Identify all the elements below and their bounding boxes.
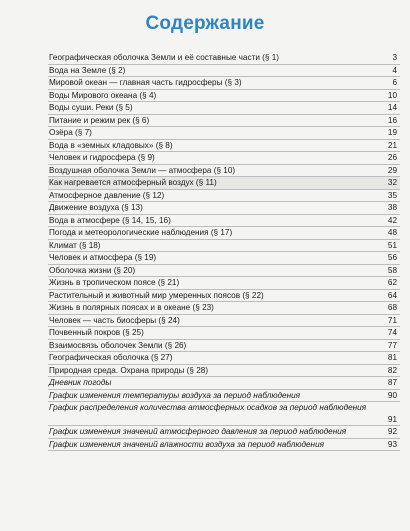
toc-entry-title: Дневник погоды [49, 378, 112, 387]
toc-entry-page: 10 [387, 90, 397, 100]
toc-entry-page: 58 [387, 265, 397, 275]
toc-entry [48, 190, 400, 203]
toc-entry-page: 26 [387, 153, 397, 162]
toc-entry-page: 32 [387, 178, 397, 187]
toc-entry-page: 64 [387, 290, 397, 300]
toc-entry-title: Вода в атмосфере (§ 14, 15, 16) [49, 215, 171, 225]
toc-entry [48, 202, 400, 215]
toc-entry [48, 140, 400, 153]
toc-entry [48, 252, 400, 265]
toc-entry [48, 352, 400, 365]
page-title: Содержание [145, 13, 265, 34]
toc-entry [48, 402, 400, 426]
toc-entry-page: 38 [387, 203, 397, 212]
toc-entry [48, 52, 400, 65]
toc-entry-title: Взаимосвязь оболочек Земли (§ 26) [49, 340, 187, 350]
toc-entry [48, 102, 400, 115]
toc-entry-title: График изменения температуры воздуха за период наблюдения [49, 390, 301, 400]
toc-entry-title: Почвенный покров (§ 25) [49, 328, 144, 337]
toc-entry-page: 74 [387, 328, 397, 337]
toc-entry [48, 439, 400, 452]
toc-entry-page: 68 [387, 303, 397, 312]
toc-entry [48, 152, 400, 165]
toc-entry-title: Человек — часть биосферы (§ 24) [49, 315, 180, 325]
toc-entry [48, 426, 400, 439]
toc-entry-title: Движение воздуха (§ 13) [49, 203, 143, 212]
toc-entry-title: Человек и атмосфера (§ 19) [49, 253, 157, 262]
toc-entry [48, 227, 400, 240]
toc-entry [48, 115, 400, 128]
toc-entry-page: 51 [387, 240, 397, 250]
toc-entry-page: 87 [387, 378, 397, 387]
toc-entry-title: Растительный и животный мир умеренных поясов (§ 22) [49, 290, 264, 300]
toc-entry [48, 340, 400, 353]
toc-entry-title: Географическая оболочка Земли и её составные части (§ 1) [49, 53, 280, 62]
toc-entry [48, 302, 400, 315]
toc-entry-title: График распределения количества атмосферных осадков за период наблюдения [49, 403, 367, 412]
toc-entry-title: Географическая оболочка (§ 27) [49, 353, 173, 362]
toc-entry-page: 81 [387, 353, 397, 362]
toc-entry-page: 82 [387, 365, 397, 375]
toc-entry-page: 56 [387, 253, 397, 262]
toc-entry [48, 215, 400, 228]
toc-entry-title: Атмосферное давление (§ 12) [49, 190, 165, 200]
toc-entry [48, 390, 400, 403]
toc-entry-title: График изменения значений влажности воздуха за период наблюдения [49, 439, 324, 449]
toc-entry-title: Жизнь в полярных поясах и в океане (§ 23) [49, 303, 214, 312]
toc-entry [48, 90, 400, 103]
toc-entry-page: 48 [387, 228, 397, 237]
toc-entry-title: Мировой океан — главная часть гидросферы (§ 3) [49, 78, 242, 87]
toc-entry-title: Вода в «земных кладовых» (§ 8) [49, 140, 173, 150]
toc-entry-page: 21 [387, 140, 397, 150]
toc-entry-page: 19 [387, 128, 397, 137]
toc-entry-page: 35 [387, 190, 397, 200]
toc-entry-page: 14 [387, 103, 397, 112]
toc-entry-page: 77 [387, 340, 397, 350]
toc-entry-page: 93 [387, 439, 397, 449]
toc-entry [48, 327, 400, 340]
table-of-contents [48, 52, 400, 451]
toc-entry-title: Оболочка жизни (§ 20) [49, 265, 136, 275]
toc-entry [48, 277, 400, 290]
toc-entry-page: 91 [387, 414, 397, 424]
toc-entry [48, 315, 400, 328]
toc-entry-title: Природная среда. Охрана природы (§ 28) [49, 365, 209, 375]
toc-entry-title: Как нагревается атмосферный воздух (§ 11) [49, 178, 217, 187]
toc-entry-page: 71 [387, 315, 397, 325]
toc-entry [48, 290, 400, 303]
toc-entry-title: Климат (§ 18) [49, 240, 101, 250]
toc-entry-page: 92 [387, 427, 397, 436]
toc-entry [48, 265, 400, 278]
toc-entry-page: 62 [387, 278, 397, 287]
toc-entry-title: График изменения значений атмосферного давления за период наблюдения [49, 427, 347, 436]
toc-entry-page: 42 [387, 215, 397, 225]
toc-entry-title: Питание и режим рек (§ 6) [49, 115, 150, 125]
toc-entry-title: Жизнь в тропическом поясе (§ 21) [49, 278, 180, 287]
toc-entry [48, 165, 400, 178]
toc-entry-title: Человек и гидросфера (§ 9) [49, 153, 155, 162]
toc-entry [48, 65, 400, 78]
toc-entry [48, 240, 400, 253]
toc-entry-page: 3 [392, 53, 397, 62]
toc-entry [48, 77, 400, 90]
toc-entry-title: Воды Мирового океана (§ 4) [49, 90, 157, 100]
toc-entry-page: 6 [392, 78, 397, 87]
toc-entry-page: 29 [387, 165, 397, 175]
toc-entry-page: 4 [392, 65, 397, 75]
toc-entry-page: 16 [387, 115, 397, 125]
toc-entry-title: Воздушная оболочка Земли — атмосфера (§ 10) [49, 165, 236, 175]
toc-entry [48, 127, 400, 140]
toc-entry-title: Воды суши. Реки (§ 5) [49, 103, 133, 112]
toc-entry [48, 377, 400, 390]
toc-entry-title: Погода и метеорологические наблюдения (§ 17) [49, 228, 233, 237]
toc-entry [48, 365, 400, 378]
toc-entry-title: Вода на Земле (§ 2) [49, 65, 126, 75]
toc-entry [48, 177, 400, 190]
toc-entry-title: Озёра (§ 7) [49, 128, 92, 137]
toc-entry-page: 90 [387, 390, 397, 400]
